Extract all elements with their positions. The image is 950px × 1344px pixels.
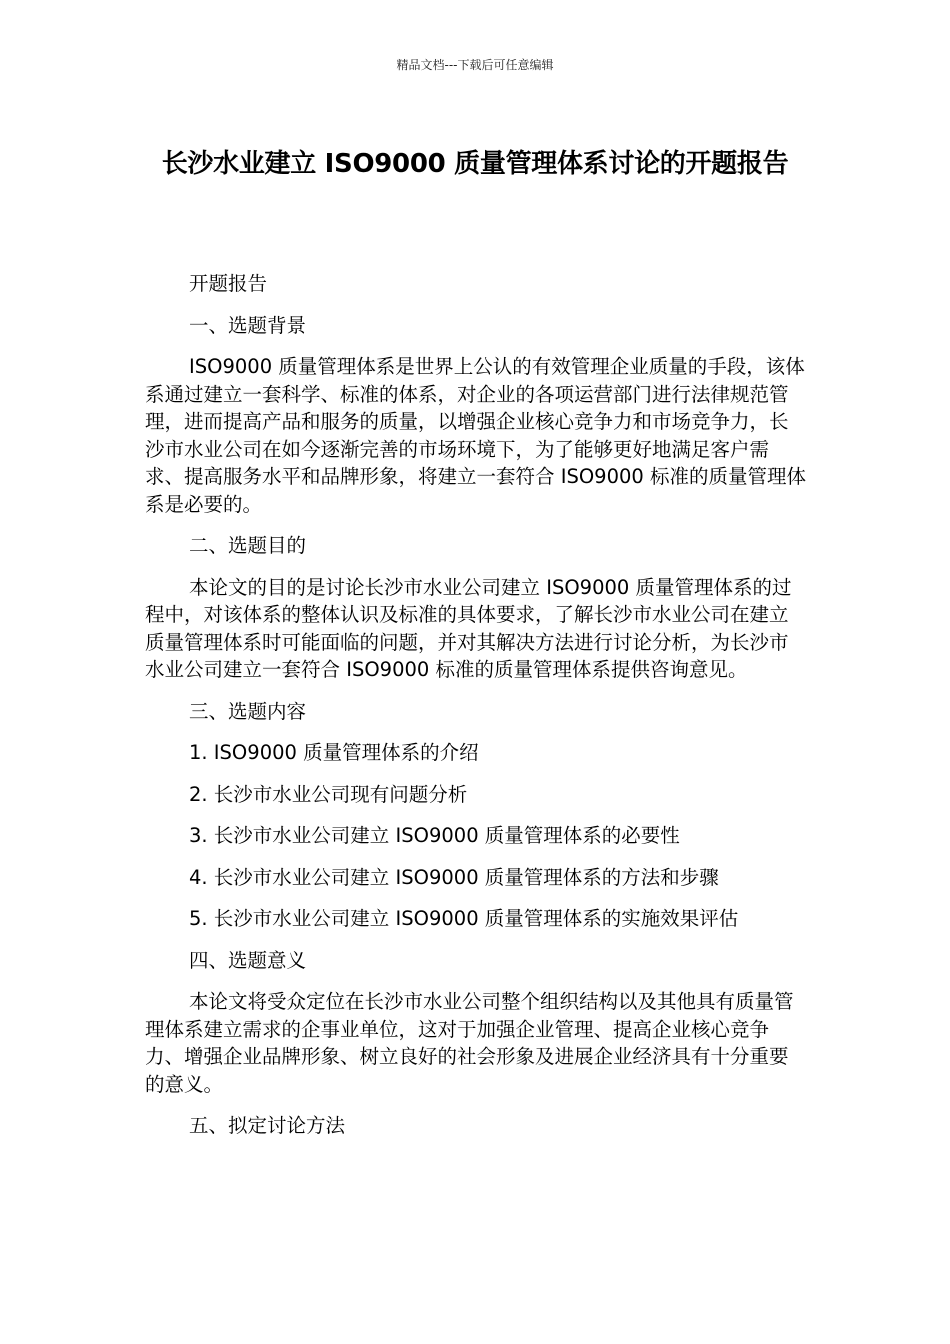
section-paragraph-purpose: 本论文的目的是讨论长沙市水业公司建立 ISO9000 质量管理体系的过程中，对该体系的整体认识及标准的具体要求，了解长沙市水业公司在建立质量管理体系时可能面临的问题，并对其解决方法进行讨论分析，为长沙市水业公司建立一套符合 ISO9000 标准的质量管理体系提供咨询意见。 xyxy=(145,575,792,681)
section-paragraph-significance: 本论文将受众定位在长沙市水业公司整个组织结构以及其他具有质量管理体系建立需求的企事业单位，这对于加强企业管理、提高企业核心竞争力、增强企业品牌形象、树立良好的社会形象及进展企业经济具有十分重要的意义。 xyxy=(145,990,794,1096)
section-heading-purpose: 二、选题目的 xyxy=(189,534,307,557)
section-heading-content: 三、选题内容 xyxy=(189,699,307,723)
document-title: 长沙水业建立 ISO9000 质量管理体系讨论的开题报告 xyxy=(161,149,789,179)
document-body xyxy=(145,270,807,1154)
content-list-item: 1. ISO9000 质量管理体系的介绍 xyxy=(189,741,479,764)
report-label: 开题报告 xyxy=(189,272,268,295)
content-list-item: 5. 长沙市水业公司建立 ISO9000 质量管理体系的实施效果评估 xyxy=(189,907,739,930)
content-list-item: 4. 长沙市水业公司建立 ISO9000 质量管理体系的方法和步骤 xyxy=(189,865,719,889)
section-paragraph-background: ISO9000 质量管理体系是世界上公认的有效管理企业质量的手段，该体系通过建立一套科学、标准的体系，对企业的各项运营部门进行法律规范管理，进而提高产品和服务的质量，以增强企业核心竞争力和市场竞争力，长沙市水业公司在如今逐渐完善的市场环境下，为了能够更好地满足客户需求、提高服务水平和品牌形象，将建立一套符合 ISO9000 标准的质量管理体系是必要的。 xyxy=(145,355,807,516)
page-header: 精品文档---下载后可任意编辑 xyxy=(396,58,554,72)
section-heading-methods: 五、拟定讨论方法 xyxy=(189,1114,346,1137)
content-list-item: 3. 长沙市水业公司建立 ISO9000 质量管理体系的必要性 xyxy=(189,824,680,847)
content-list-item: 2. 长沙市水业公司现有问题分析 xyxy=(189,782,468,806)
section-heading-significance: 四、选题意义 xyxy=(189,948,307,972)
section-heading-background: 一、选题背景 xyxy=(189,313,307,337)
